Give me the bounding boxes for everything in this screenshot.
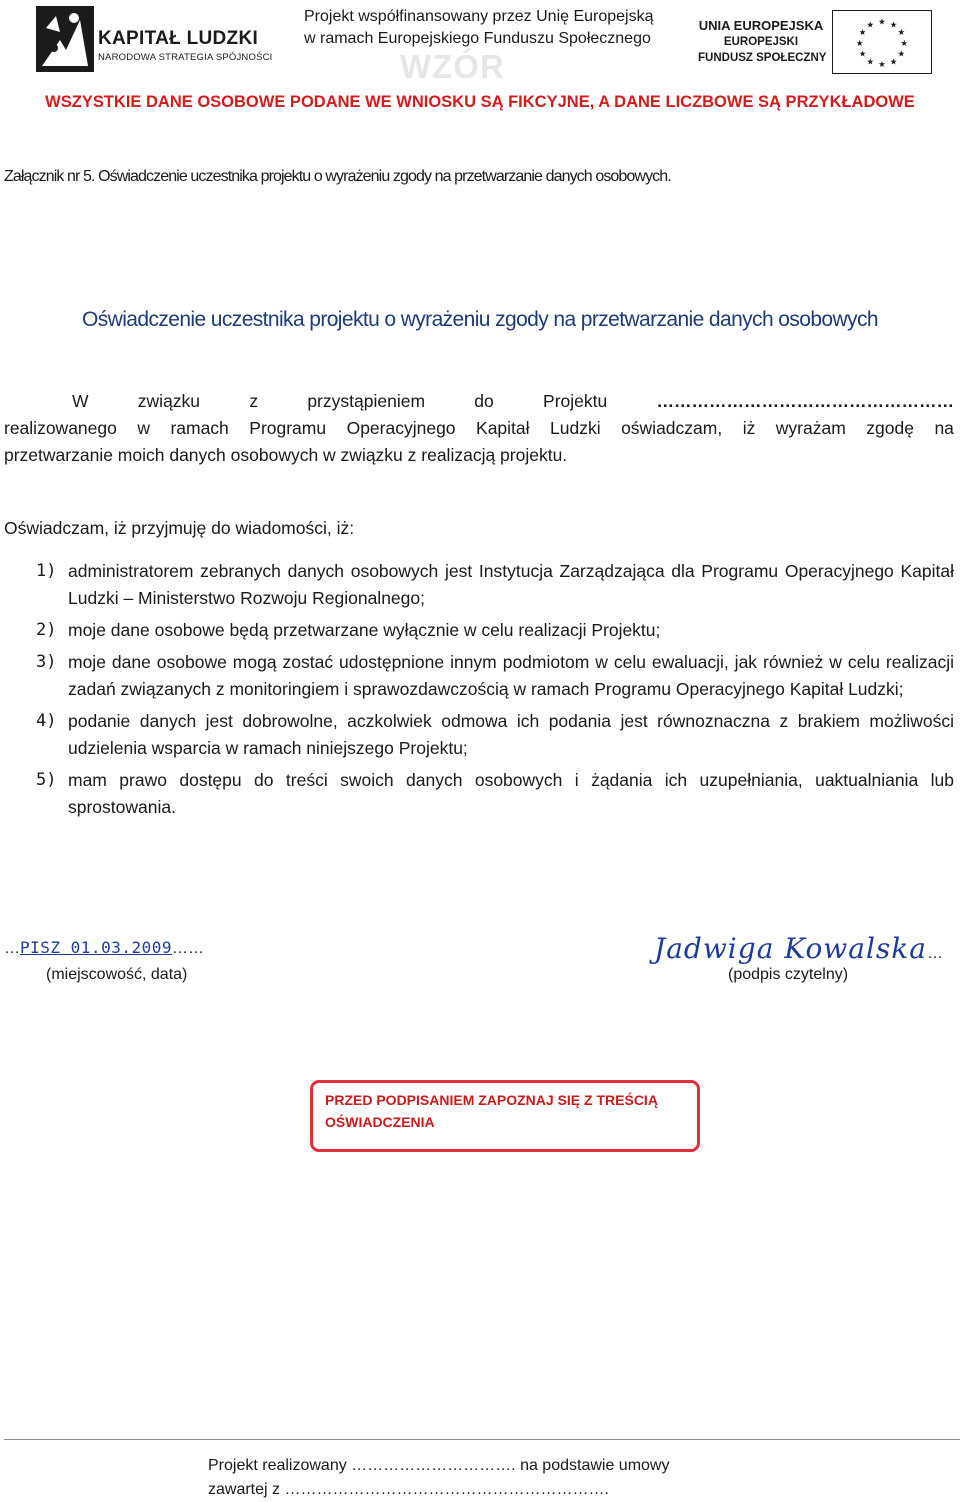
footer-divider <box>4 1439 960 1440</box>
kapital-ludzki-subtitle: NARODOWA STRATEGIA SPÓJNOŚCI <box>98 52 273 63</box>
eu-flag-icon <box>832 10 932 74</box>
svg-text:★: ★ <box>855 37 864 48</box>
project-name-blank: …………………………………………… <box>656 391 954 411</box>
consent-paragraph <box>4 388 954 469</box>
ue-logo-text <box>698 18 827 66</box>
kapital-ludzki-name: KAPITAŁ LUDZKI <box>98 28 259 49</box>
ue-line-1: UNIA EUROPEJSKA <box>698 18 824 33</box>
list-item-number: 1) <box>36 561 57 581</box>
word: ramach <box>170 418 229 438</box>
list-item-text: administratorem zebranych danych osobowych jest Instytucja Zarządzająca dla Programu Operacyjnego Kapitał Ludzki – Ministerstwo Rozwoju Regionalnego; <box>68 561 954 608</box>
word: zgodę <box>866 418 914 438</box>
list-item-text: moje dane osobowe będą przetwarzane wyłącznie w celu realizacji Projektu; <box>68 620 661 640</box>
kapital-ludzki-emblem-icon <box>36 6 94 72</box>
svg-text:★: ★ <box>878 59 886 70</box>
word: Ludzki <box>550 418 601 438</box>
word: oświadczam, <box>621 418 723 438</box>
list-item <box>36 649 954 703</box>
ue-line-3: FUNDUSZ SPOŁECZNY <box>698 52 827 64</box>
ue-line-2: EUROPEJSKI <box>723 36 799 48</box>
list-intro: Oświadczam, iż przyjmuję do wiadomości, iż: <box>4 518 355 538</box>
signature-caption: (podpis czytelny) <box>728 966 849 983</box>
svg-text:★: ★ <box>897 48 906 59</box>
warning-box <box>310 1080 700 1152</box>
word: do <box>474 391 494 411</box>
fictive-data-notice: WSZYSTKIE DANE OSOBOWE PODANE WE WNIOSKU SĄ FIKCYJNE, A DANE LICZBOWE SĄ PRZYKŁADOWE <box>45 93 915 111</box>
list-item-text: mam prawo dostępu do treści swoich danych osobowych i żądania ich uzupełniania, uaktualniania lub sprostowania. <box>68 770 954 817</box>
place-prefix-dots: … <box>4 940 20 957</box>
word: związku <box>137 391 201 411</box>
word: Operacyjnego <box>346 418 456 438</box>
word: z <box>249 391 259 411</box>
list-item-number: 2) <box>36 620 57 640</box>
svg-text:★: ★ <box>858 27 867 38</box>
paragraph-line-1 <box>4 388 954 415</box>
kapital-ludzki-logo <box>36 6 273 74</box>
paragraph-line-3: przetwarzanie moich danych osobowych w związku z realizacją projektu. <box>4 445 568 465</box>
place-date-handwritten: PISZ 01.03.2009 <box>20 938 172 957</box>
svg-text:★: ★ <box>878 16 886 27</box>
word: Programu <box>249 418 327 438</box>
list-item <box>36 708 954 762</box>
footer-line-2: zawartej z ……………………………………………………. <box>208 1481 609 1498</box>
cofinancing-line-1: Projekt współfinansowany przez Unię Europejską <box>304 8 654 25</box>
list-item-text: podanie danych jest dobrowolne, aczkolwiek odmowa ich podania jest równoznaczna z brakiem możliwości udzielenia wsparcia w ramach niniejszego Projektu; <box>68 711 954 758</box>
svg-text:★: ★ <box>858 48 867 59</box>
word: Projektu <box>543 391 608 411</box>
svg-text:★: ★ <box>889 19 898 30</box>
place-suffix-dots: …… <box>172 940 204 957</box>
paragraph-line-2 <box>4 415 954 442</box>
footer-line-1: Projekt realizowany …………………………. na podstawie umowy <box>208 1457 670 1474</box>
svg-text:★: ★ <box>866 56 875 67</box>
cofinancing-note <box>304 6 654 50</box>
watermark-wzor: WZÓR <box>400 48 505 85</box>
statement-list <box>36 558 954 826</box>
word: przystąpieniem <box>307 391 426 411</box>
word: Kapitał <box>476 418 530 438</box>
warning-line-1: PRZED PODPISANIEM ZAPOZNAJ SIĘ Z TREŚCIĄ <box>325 1092 658 1108</box>
svg-text:★: ★ <box>866 19 875 30</box>
word: w <box>137 418 150 438</box>
signature-suffix-dots: … <box>926 945 943 962</box>
list-item <box>36 617 954 644</box>
word: realizowanego <box>4 418 117 438</box>
svg-text:★: ★ <box>897 27 906 38</box>
svg-text:★: ★ <box>889 56 898 67</box>
document-title: Oświadczenie uczestnika projektu o wyrażeniu zgody na przetwarzanie danych osobowych <box>82 308 878 331</box>
word: na <box>934 418 954 438</box>
word: wyrażam <box>775 418 846 438</box>
list-item-number: 5) <box>36 770 57 790</box>
handwritten-signature: Jadwiga Kowalska <box>654 932 927 965</box>
svg-text:★: ★ <box>900 37 909 48</box>
list-item <box>36 767 954 821</box>
place-date-caption: (miejscowość, data) <box>46 966 188 983</box>
list-item-text: moje dane osobowe mogą zostać udostępnione innym podmiotom w celu ewaluacji, jak również w celu realizacji zadań związanych z monitoringiem i sprawozdawczością w ramach Programu Operacyjnego Kapitał Ludzki; <box>68 652 954 699</box>
place-date-field <box>4 938 204 958</box>
list-item-number: 4) <box>36 711 57 731</box>
signature-field <box>654 932 943 965</box>
list-item-number: 3) <box>36 652 57 672</box>
footer-note <box>208 1454 669 1502</box>
warning-line-2: OŚWIADCZENIA <box>325 1114 435 1130</box>
cofinancing-line-2: w ramach Europejskiego Funduszu Społecznego <box>304 30 651 47</box>
word: W <box>72 391 89 411</box>
annex-heading: Załącznik nr 5. Oświadczenie uczestnika projektu o wyrażeniu zgody na przetwarzanie danych osobowych. <box>4 168 671 185</box>
word: iż <box>742 418 756 438</box>
list-item <box>36 558 954 612</box>
